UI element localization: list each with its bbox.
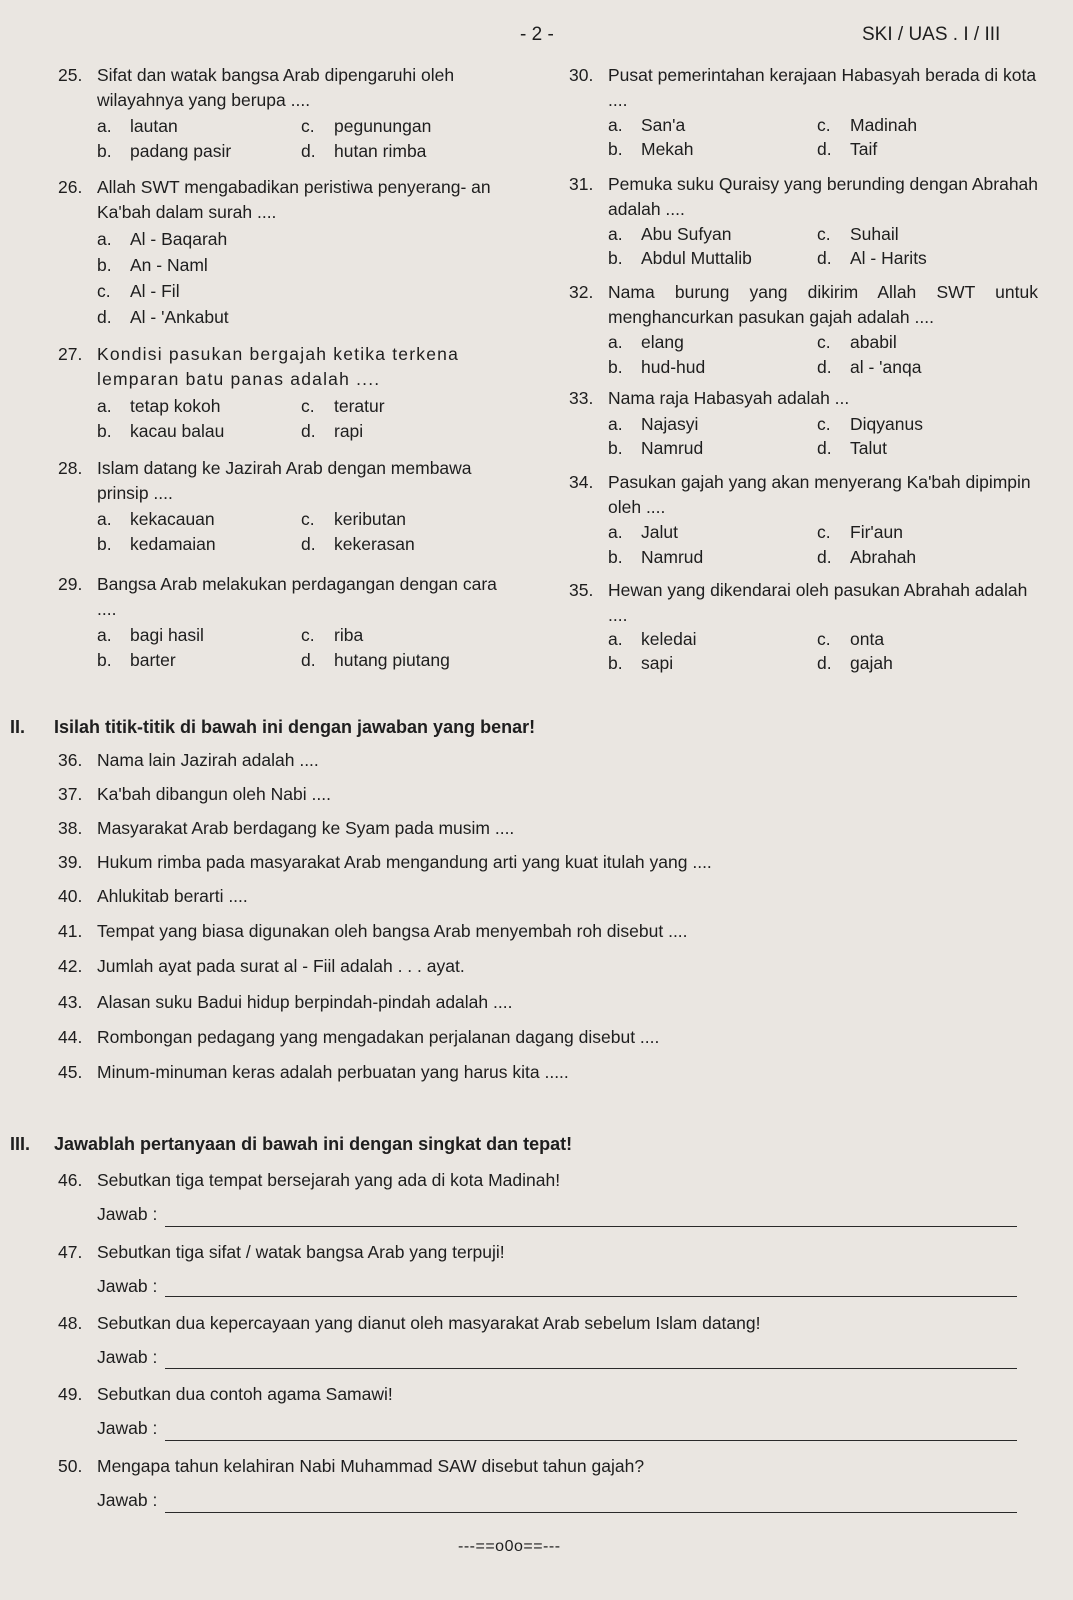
question-number: 30. xyxy=(569,65,594,85)
fill-item-43: 43. Alasan suku Badui hidup berpindah-pindah adalah .... xyxy=(58,992,513,1012)
option-b: b. sapi xyxy=(608,653,674,673)
option-a: a. lautan xyxy=(97,116,178,136)
fill-item-38: 38. Masyarakat Arab berdagang ke Syam pada musim .... xyxy=(58,818,515,838)
answer-label: Jawab : xyxy=(97,1276,158,1296)
option-b: b. Mekah xyxy=(608,139,694,159)
fill-item-39: 39. Hukum rimba pada masyarakat Arab mengandung arti yang kuat itulah yang .... xyxy=(58,852,712,872)
answer-line[interactable] xyxy=(165,1226,1017,1227)
page-number: - 2 - xyxy=(520,24,554,45)
essay-item-48: 48. Sebutkan dua kepercayaan yang dianut oleh masyarakat Arab sebelum Islam datang! xyxy=(58,1313,761,1333)
answer-line[interactable] xyxy=(165,1368,1017,1369)
section-3-heading xyxy=(10,1134,572,1155)
option-d: d. al - 'anqa xyxy=(817,357,922,377)
option-c: c. Madinah xyxy=(817,115,918,135)
option-d: d. rapi xyxy=(301,421,364,441)
answer-line[interactable] xyxy=(165,1440,1017,1441)
question-number: 32. xyxy=(569,282,594,302)
question-stem: Pusat pemerintahan kerajaan Habasyah berada di kota .... xyxy=(608,65,1037,110)
section-title: Jawablah pertanyaan di bawah ini dengan singkat dan tepat! xyxy=(54,1134,573,1154)
essay-item-49: 49. Sebutkan dua contoh agama Samawi! xyxy=(58,1384,393,1404)
option-a: a. Al - Baqarah xyxy=(97,229,228,249)
question-stem: Nama raja Habasyah adalah ... xyxy=(608,388,850,408)
option-d: d. hutang piutang xyxy=(301,650,450,670)
option-c: c. Suhail xyxy=(817,224,899,244)
option-a: a. San'a xyxy=(608,115,686,135)
section-roman: III. xyxy=(10,1134,31,1154)
option-c: c. Diqyanus xyxy=(817,414,923,434)
question-stem: Nama burung yang dikirim Allah SWT untuk menghancurkan pasukan gajah adalah .... xyxy=(608,282,1038,327)
question-number: 35. xyxy=(569,580,594,600)
option-a: a. Jalut xyxy=(608,522,678,542)
option-a: a. keledai xyxy=(608,629,697,649)
option-b: b. Namrud xyxy=(608,438,704,458)
fill-item-44: 44. Rombongan pedagang yang mengadakan perjalanan dagang disebut .... xyxy=(58,1027,660,1047)
question-number: 29. xyxy=(58,574,83,594)
question-stem: Kondisi pasukan bergajah ketika terkena lemparan batu panas adalah .... xyxy=(97,344,460,389)
option-a: a. elang xyxy=(608,332,684,352)
essay-item-46: 46. Sebutkan tiga tempat bersejarah yang ada di kota Madinah! xyxy=(58,1170,561,1190)
section-2-heading xyxy=(10,717,535,738)
question-stem: Allah SWT mengabadikan peristiwa penyerang- an Ka'bah dalam surah .... xyxy=(97,177,491,222)
option-b: b. kedamaian xyxy=(97,534,216,554)
question-stem: Pasukan gajah yang akan menyerang Ka'bah dipimpin oleh .... xyxy=(608,472,1031,517)
fill-item-45: 45. Minum-minuman keras adalah perbuatan yang harus kita ..... xyxy=(58,1062,569,1082)
option-d: d. hutan rimba xyxy=(301,141,427,161)
answer-label: Jawab : xyxy=(97,1490,158,1510)
option-d: d. Abrahah xyxy=(817,547,917,567)
option-c: c. onta xyxy=(817,629,885,649)
essay-item-47: 47. Sebutkan tiga sifat / watak bangsa Arab yang terpuji! xyxy=(58,1242,505,1262)
question-number: 27. xyxy=(58,344,83,364)
question-stem: Sifat dan watak bangsa Arab dipengaruhi oleh wilayahnya yang berupa .... xyxy=(97,65,455,110)
answer-label: Jawab : xyxy=(97,1347,158,1367)
option-b: b. Abdul Muttalib xyxy=(608,248,752,268)
option-a: a. kekacauan xyxy=(97,509,215,529)
answer-line[interactable] xyxy=(165,1512,1017,1513)
option-d: d. Talut xyxy=(817,438,887,458)
option-a: a. Najasyi xyxy=(608,414,699,434)
question-stem: Bangsa Arab melakukan perdagangan dengan cara .... xyxy=(97,574,497,619)
question-number: 34. xyxy=(569,472,594,492)
fill-item-42: 42. Jumlah ayat pada surat al - Fiil adalah . . . ayat. xyxy=(58,956,465,976)
option-a: a. tetap kokoh xyxy=(97,396,221,416)
fill-item-36: 36. Nama lain Jazirah adalah .... xyxy=(58,750,319,770)
section-title: Isilah titik-titik di bawah ini dengan jawaban yang benar! xyxy=(54,717,536,737)
question-number: 26. xyxy=(58,177,83,197)
option-b: b. Namrud xyxy=(608,547,704,567)
question-stem: Islam datang ke Jazirah Arab dengan membawa prinsip .... xyxy=(97,458,472,503)
option-b: b. barter xyxy=(97,650,176,670)
option-a: a. bagi hasil xyxy=(97,625,204,645)
option-c: c. pegunungan xyxy=(301,116,432,136)
option-c: c. Fir'aun xyxy=(817,522,903,542)
fill-item-41: 41. Tempat yang biasa digunakan oleh bangsa Arab menyembah roh disebut .... xyxy=(58,921,688,941)
answer-label: Jawab : xyxy=(97,1204,158,1224)
essay-item-50: 50. Mengapa tahun kelahiran Nabi Muhammad SAW disebut tahun gajah? xyxy=(58,1456,645,1476)
question-number: 25. xyxy=(58,65,83,85)
option-a: a. Abu Sufyan xyxy=(608,224,732,244)
option-d: d. Taif xyxy=(817,139,878,159)
exam-code: SKI / UAS . I / III xyxy=(862,24,1001,45)
answer-label: Jawab : xyxy=(97,1418,158,1438)
end-of-page-mark: ---==o0o==--- xyxy=(458,1538,561,1555)
question-stem: Hewan yang dikendarai oleh pasukan Abrahah adalah .... xyxy=(608,580,1028,625)
option-d: d. gajah xyxy=(817,653,893,673)
question-number: 33. xyxy=(569,388,594,408)
option-b: b. padang pasir xyxy=(97,141,232,161)
option-c: c. riba xyxy=(301,625,364,645)
question-number: 28. xyxy=(58,458,83,478)
option-c: c. keributan xyxy=(301,509,406,529)
option-c: c. ababil xyxy=(817,332,897,352)
option-d: d. Al - 'Ankabut xyxy=(97,307,229,327)
option-c: c. Al - Fil xyxy=(97,281,180,301)
fill-item-37: 37. Ka'bah dibangun oleh Nabi .... xyxy=(58,784,331,804)
answer-line[interactable] xyxy=(165,1296,1017,1297)
question-stem: Pemuka suku Quraisy yang berunding dengan Abrahah adalah .... xyxy=(608,174,1039,219)
option-c: c. teratur xyxy=(301,396,385,416)
section-roman: II. xyxy=(10,717,26,737)
option-b: b. hud-hud xyxy=(608,357,706,377)
option-d: d. Al - Harits xyxy=(817,248,927,268)
option-b: b. An - Naml xyxy=(97,255,208,275)
option-b: b. kacau balau xyxy=(97,421,225,441)
question-number: 31. xyxy=(569,174,594,194)
fill-item-40: 40. Ahlukitab berarti .... xyxy=(58,886,248,906)
option-d: d. kekerasan xyxy=(301,534,415,554)
